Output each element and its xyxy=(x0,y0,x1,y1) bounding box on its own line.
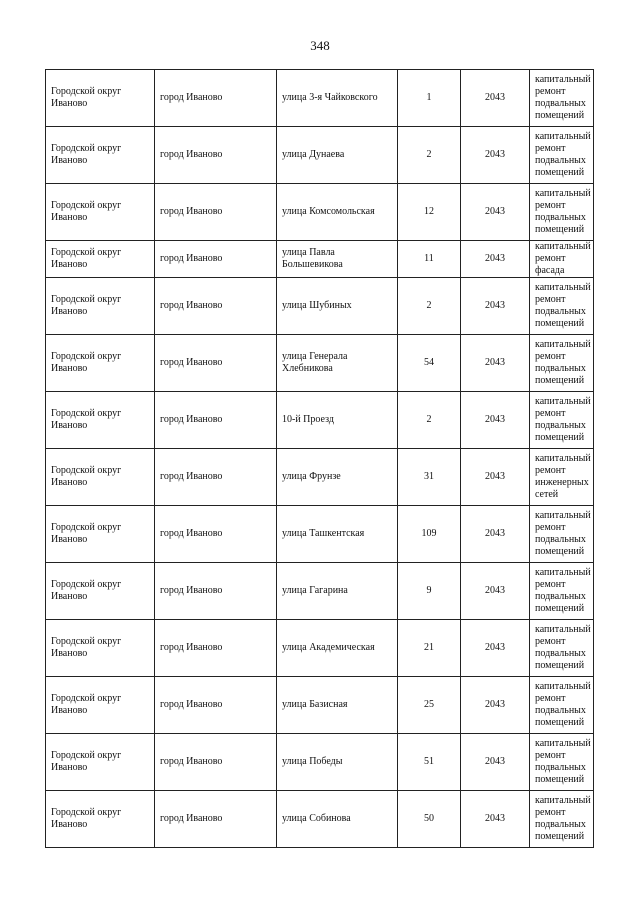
year-cell: 2043 xyxy=(461,335,530,392)
house-number-cell: 2 xyxy=(398,278,461,335)
house-number-cell: 50 xyxy=(398,791,461,848)
city-cell: город Иваново xyxy=(155,506,277,563)
house-number-cell: 21 xyxy=(398,620,461,677)
table-row xyxy=(46,184,594,241)
work-type-cell: капитальный ремонт подвальных помещений xyxy=(530,184,594,241)
street-cell: улица Базисная xyxy=(277,677,398,734)
year-cell: 2043 xyxy=(461,791,530,848)
table-row xyxy=(46,791,594,848)
year-cell: 2043 xyxy=(461,184,530,241)
city-cell: город Иваново xyxy=(155,335,277,392)
work-type-cell: капитальный ремонт подвальных помещений xyxy=(530,70,594,127)
year-cell: 2043 xyxy=(461,506,530,563)
table-row xyxy=(46,620,594,677)
city-cell: город Иваново xyxy=(155,278,277,335)
district-cell: Городской округ Иваново xyxy=(46,677,155,734)
street-cell: улица Генерала Хлебникова xyxy=(277,335,398,392)
district-cell: Городской округ Иваново xyxy=(46,184,155,241)
city-cell: город Иваново xyxy=(155,184,277,241)
table-row xyxy=(46,506,594,563)
district-cell: Городской округ Иваново xyxy=(46,70,155,127)
house-number-cell: 12 xyxy=(398,184,461,241)
street-cell: улица Гагарина xyxy=(277,563,398,620)
work-type-cell: капитальный ремонт подвальных помещений xyxy=(530,506,594,563)
district-cell: Городской округ Иваново xyxy=(46,449,155,506)
street-cell: улица Дунаева xyxy=(277,127,398,184)
work-type-cell: капитальный ремонт подвальных помещений xyxy=(530,734,594,791)
city-cell: город Иваново xyxy=(155,791,277,848)
street-cell: улица Павла Большевикова xyxy=(277,241,398,278)
year-cell: 2043 xyxy=(461,392,530,449)
city-cell: город Иваново xyxy=(155,70,277,127)
work-type-cell: капитальный ремонт подвальных помещений xyxy=(530,677,594,734)
city-cell: город Иваново xyxy=(155,620,277,677)
table-row xyxy=(46,70,594,127)
city-cell: город Иваново xyxy=(155,392,277,449)
year-cell: 2043 xyxy=(461,563,530,620)
table-row xyxy=(46,127,594,184)
house-number-cell: 9 xyxy=(398,563,461,620)
street-cell: улица Шубиных xyxy=(277,278,398,335)
city-cell: город Иваново xyxy=(155,563,277,620)
city-cell: город Иваново xyxy=(155,734,277,791)
table-row xyxy=(46,677,594,734)
year-cell: 2043 xyxy=(461,449,530,506)
street-cell: улица Ташкентская xyxy=(277,506,398,563)
house-number-cell: 2 xyxy=(398,127,461,184)
city-cell: город Иваново xyxy=(155,241,277,278)
year-cell: 2043 xyxy=(461,734,530,791)
work-type-cell: капитальный ремонт подвальных помещений xyxy=(530,335,594,392)
table-row xyxy=(46,278,594,335)
street-cell: 10-й Проезд xyxy=(277,392,398,449)
year-cell: 2043 xyxy=(461,241,530,278)
city-cell: город Иваново xyxy=(155,449,277,506)
work-type-cell: капитальный ремонт подвальных помещений xyxy=(530,563,594,620)
house-number-cell: 109 xyxy=(398,506,461,563)
repair-schedule-table xyxy=(45,69,594,848)
year-cell: 2043 xyxy=(461,620,530,677)
district-cell: Городской округ Иваново xyxy=(46,392,155,449)
table-row xyxy=(46,241,594,278)
district-cell: Городской округ Иваново xyxy=(46,506,155,563)
city-cell: город Иваново xyxy=(155,677,277,734)
house-number-cell: 31 xyxy=(398,449,461,506)
page-number: 348 xyxy=(310,38,330,53)
house-number-cell: 54 xyxy=(398,335,461,392)
table-row xyxy=(46,335,594,392)
district-cell: Городской округ Иваново xyxy=(46,335,155,392)
year-cell: 2043 xyxy=(461,127,530,184)
house-number-cell: 2 xyxy=(398,392,461,449)
year-cell: 2043 xyxy=(461,70,530,127)
year-cell: 2043 xyxy=(461,278,530,335)
house-number-cell: 25 xyxy=(398,677,461,734)
work-type-cell: капитальный ремонт подвальных помещений xyxy=(530,278,594,335)
street-cell: улица Фрунзе xyxy=(277,449,398,506)
work-type-cell: капитальный ремонт подвальных помещений xyxy=(530,620,594,677)
city-cell: город Иваново xyxy=(155,127,277,184)
work-type-cell: капитальный ремонт инженерных сетей xyxy=(530,449,594,506)
district-cell: Городской округ Иваново xyxy=(46,278,155,335)
table-row xyxy=(46,392,594,449)
street-cell: улица Собинова xyxy=(277,791,398,848)
street-cell: улица Победы xyxy=(277,734,398,791)
house-number-cell: 11 xyxy=(398,241,461,278)
house-number-cell: 1 xyxy=(398,70,461,127)
district-cell: Городской округ Иваново xyxy=(46,127,155,184)
district-cell: Городской округ Иваново xyxy=(46,734,155,791)
street-cell: улица Академическая xyxy=(277,620,398,677)
house-number-cell: 51 xyxy=(398,734,461,791)
district-cell: Городской округ Иваново xyxy=(46,791,155,848)
district-cell: Городской округ Иваново xyxy=(46,241,155,278)
street-cell: улица Комсомольская xyxy=(277,184,398,241)
street-cell: улица 3-я Чайковского xyxy=(277,70,398,127)
work-type-cell: капитальный ремонт подвальных помещений xyxy=(530,127,594,184)
table-row xyxy=(46,449,594,506)
table-row xyxy=(46,563,594,620)
work-type-cell: капитальный ремонт подвальных помещений xyxy=(530,392,594,449)
work-type-cell: капитальный ремонт фасада xyxy=(530,241,594,278)
work-type-cell: капитальный ремонт подвальных помещений xyxy=(530,791,594,848)
district-cell: Городской округ Иваново xyxy=(46,563,155,620)
year-cell: 2043 xyxy=(461,677,530,734)
table-row xyxy=(46,734,594,791)
district-cell: Городской округ Иваново xyxy=(46,620,155,677)
